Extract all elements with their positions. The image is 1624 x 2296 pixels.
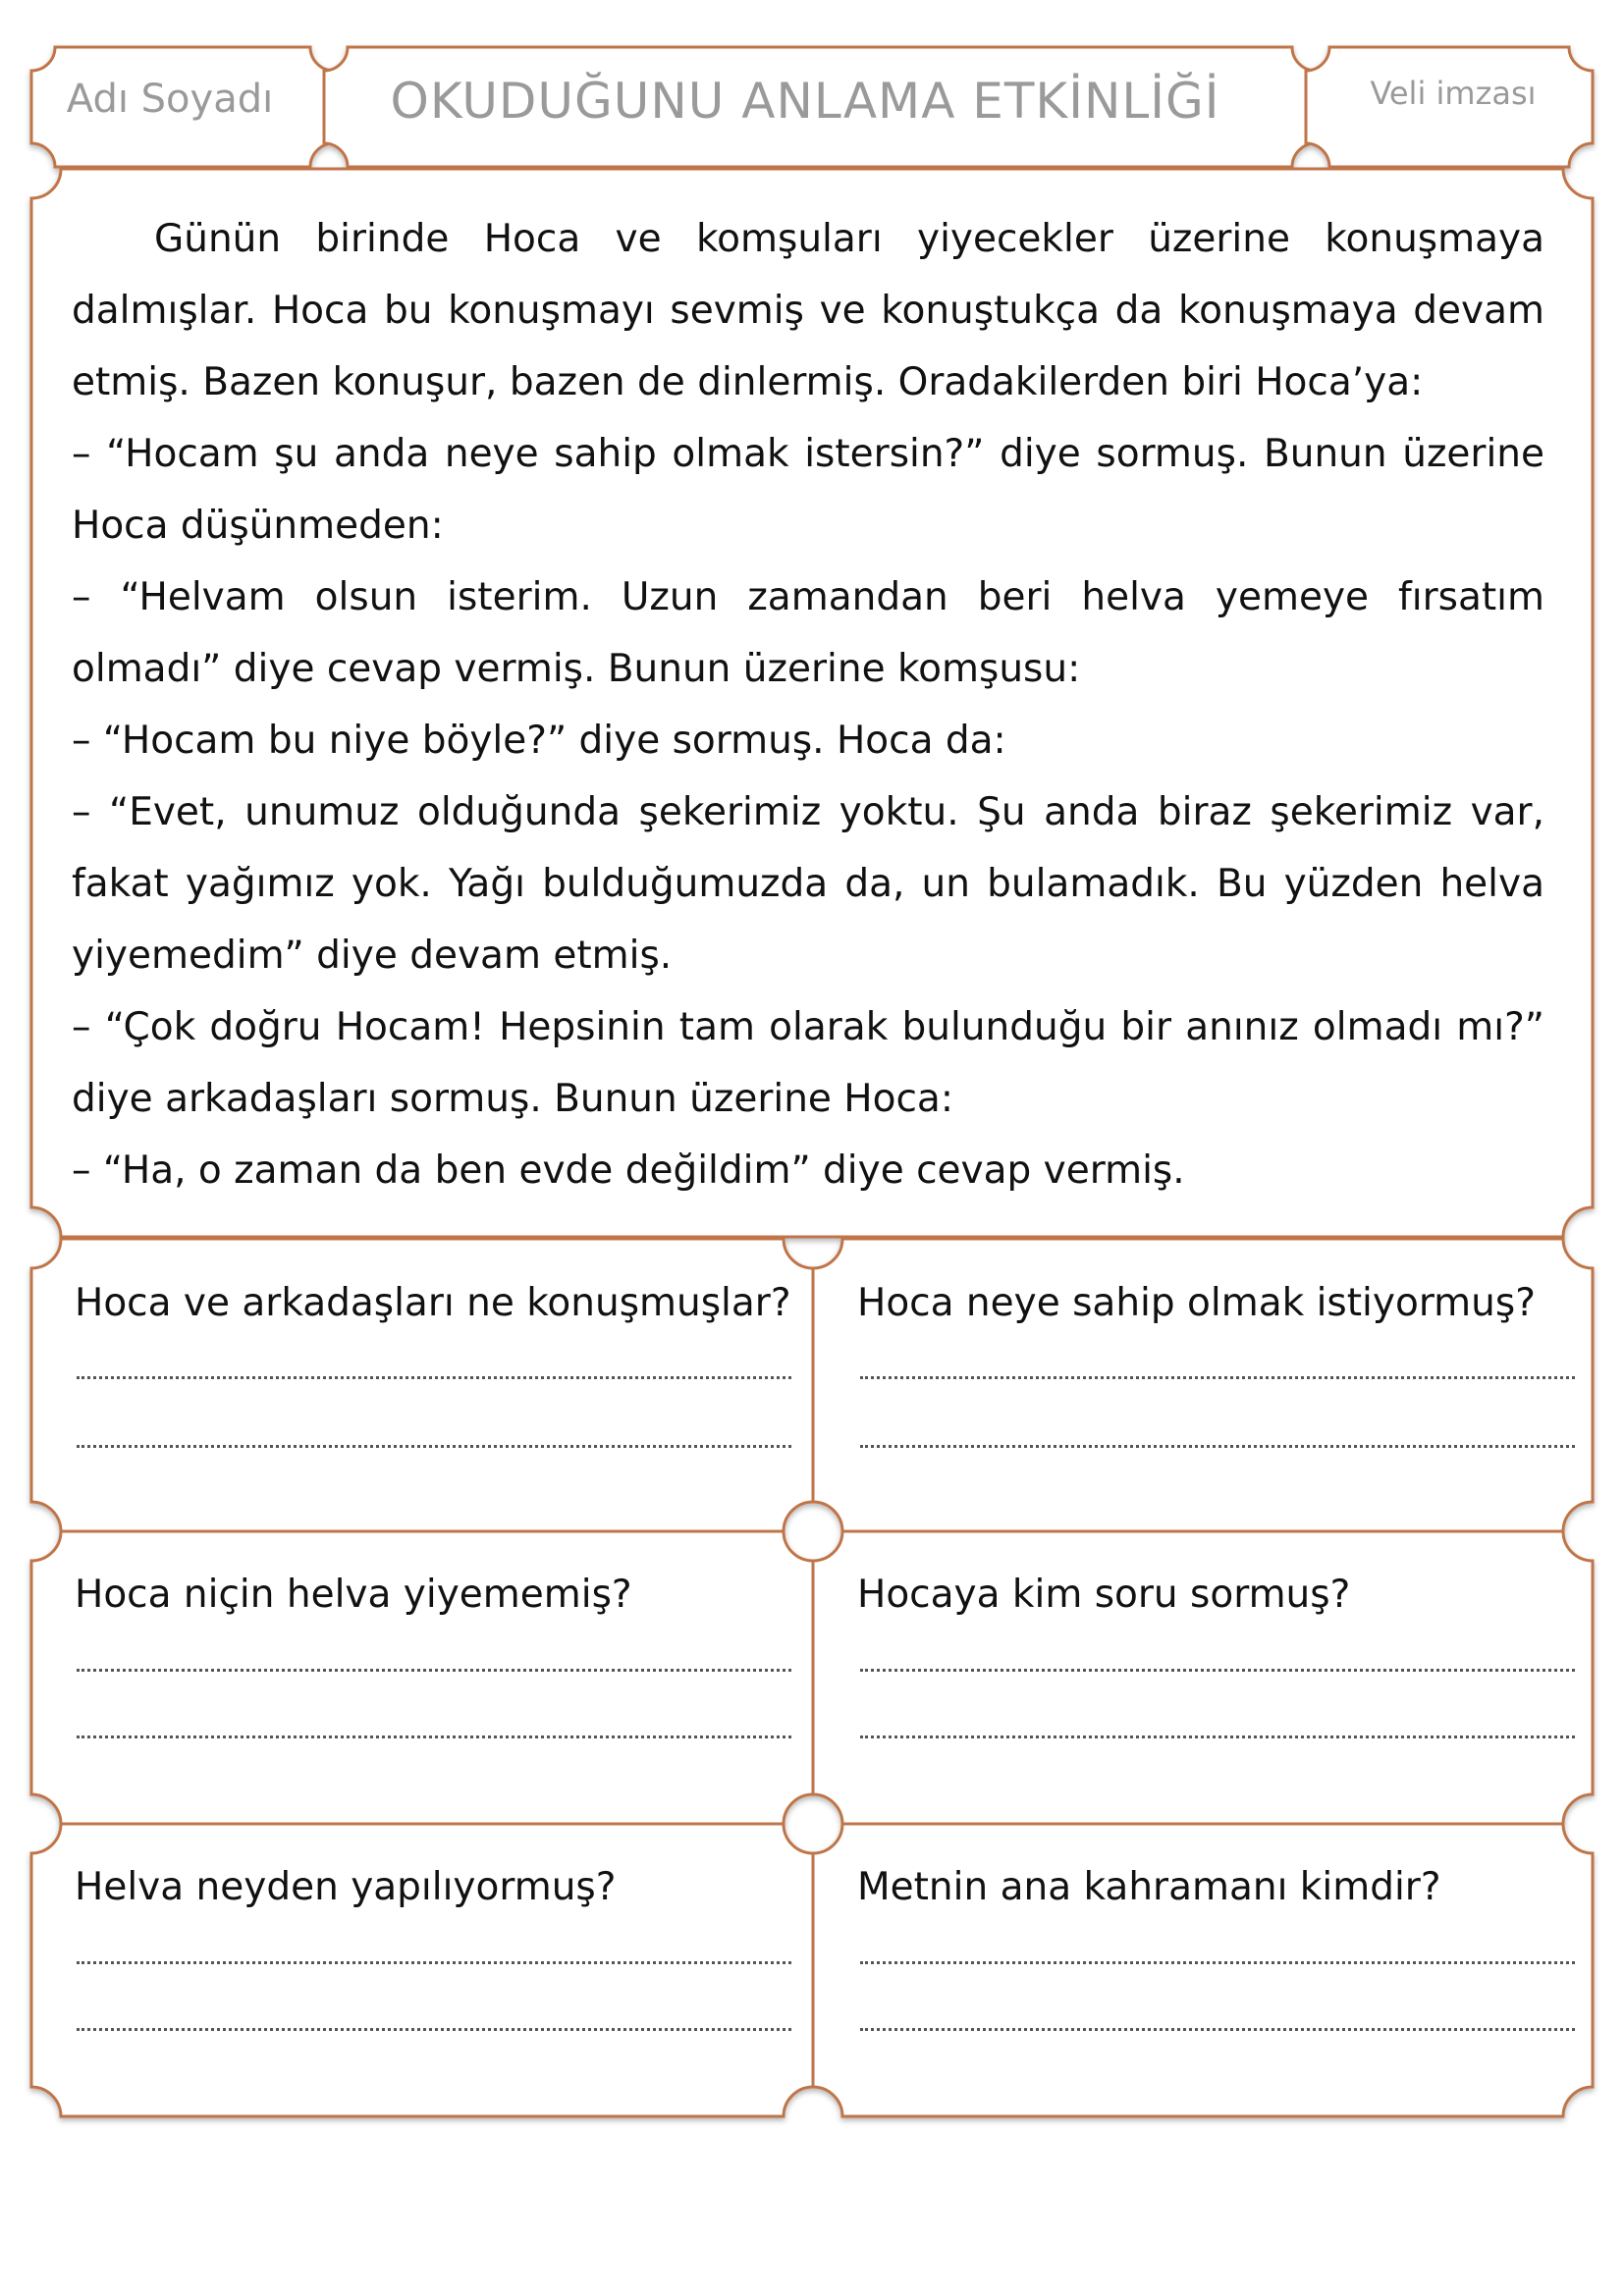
question-2: Hoca neye sahip olmak istiyormuş? <box>857 1281 1536 1325</box>
answer-line[interactable] <box>860 2028 1575 2031</box>
answer-line[interactable] <box>77 2028 791 2031</box>
question-3: Hoca niçin helva yiyememiş? <box>75 1573 632 1617</box>
answer-line[interactable] <box>860 1735 1575 1738</box>
question-1: Hoca ve arkadaşları ne konuşmuşlar? <box>75 1281 791 1325</box>
answer-line[interactable] <box>77 1669 791 1672</box>
answer-line[interactable] <box>77 1376 791 1379</box>
story-text <box>72 203 1544 1206</box>
story-paragraph: Günün birinde Hoca ve komşuları yiyecekler üzerine konuşmaya dalmışlar. Hoca bu konuşmayı sevmiş ve konuştukça da konuşmaya devam etmiş. Bazen konuşur, bazen de dinlermiş. Oradakilerden biri Hoca’ya: <box>72 217 1544 404</box>
question-6: Metnin ana kahramanı kimdir? <box>857 1865 1441 1909</box>
answer-line[interactable] <box>860 1376 1575 1379</box>
question-5: Helva neyden yapılıyormuş? <box>75 1865 617 1909</box>
answer-line[interactable] <box>860 1961 1575 1964</box>
story-paragraph: – “Evet, unumuz olduğunda şekerimiz yoktu. Şu anda biraz şekerimiz var, fakat yağımız yok. Yağı bulduğumuzda da, un bulamadık. Bu yüzden helva yiyemedim” diye devam etmiş. <box>72 790 1544 978</box>
answer-line[interactable] <box>860 1445 1575 1448</box>
story-paragraph: – “Hocam şu anda neye sahip olmak istersin?” diye sormuş. Bunun üzerine Hoca düşünmeden: <box>72 432 1544 548</box>
answer-line[interactable] <box>77 1445 791 1448</box>
story-paragraph: – “Çok doğru Hocam! Hepsinin tam olarak bulunduğu bir anınız olmadı mı?” diye arkadaşları sormuş. Bunun üzerine Hoca: <box>72 1005 1544 1121</box>
question-4: Hocaya kim soru sormuş? <box>857 1573 1351 1617</box>
answer-line[interactable] <box>860 1669 1575 1672</box>
story-paragraph: – “Ha, o zaman da ben evde değildim” diye cevap vermiş. <box>72 1148 1185 1193</box>
story-paragraph: – “Hocam bu niye böyle?” diye sormuş. Hoca da: <box>72 719 1006 763</box>
worksheet-title: OKUDUĞUNU ANLAMA ETKİNLİĞİ <box>390 73 1220 130</box>
name-label: Adı Soyadı <box>66 77 274 122</box>
parent-signature-label: Veli imzası <box>1370 75 1537 112</box>
story-paragraph: – “Helvam olsun isterim. Uzun zamandan beri helva yemeye fırsatım olmadı” diye cevap vermiş. Bunun üzerine komşusu: <box>72 575 1544 691</box>
answer-line[interactable] <box>77 1961 791 1964</box>
answer-line[interactable] <box>77 1735 791 1738</box>
